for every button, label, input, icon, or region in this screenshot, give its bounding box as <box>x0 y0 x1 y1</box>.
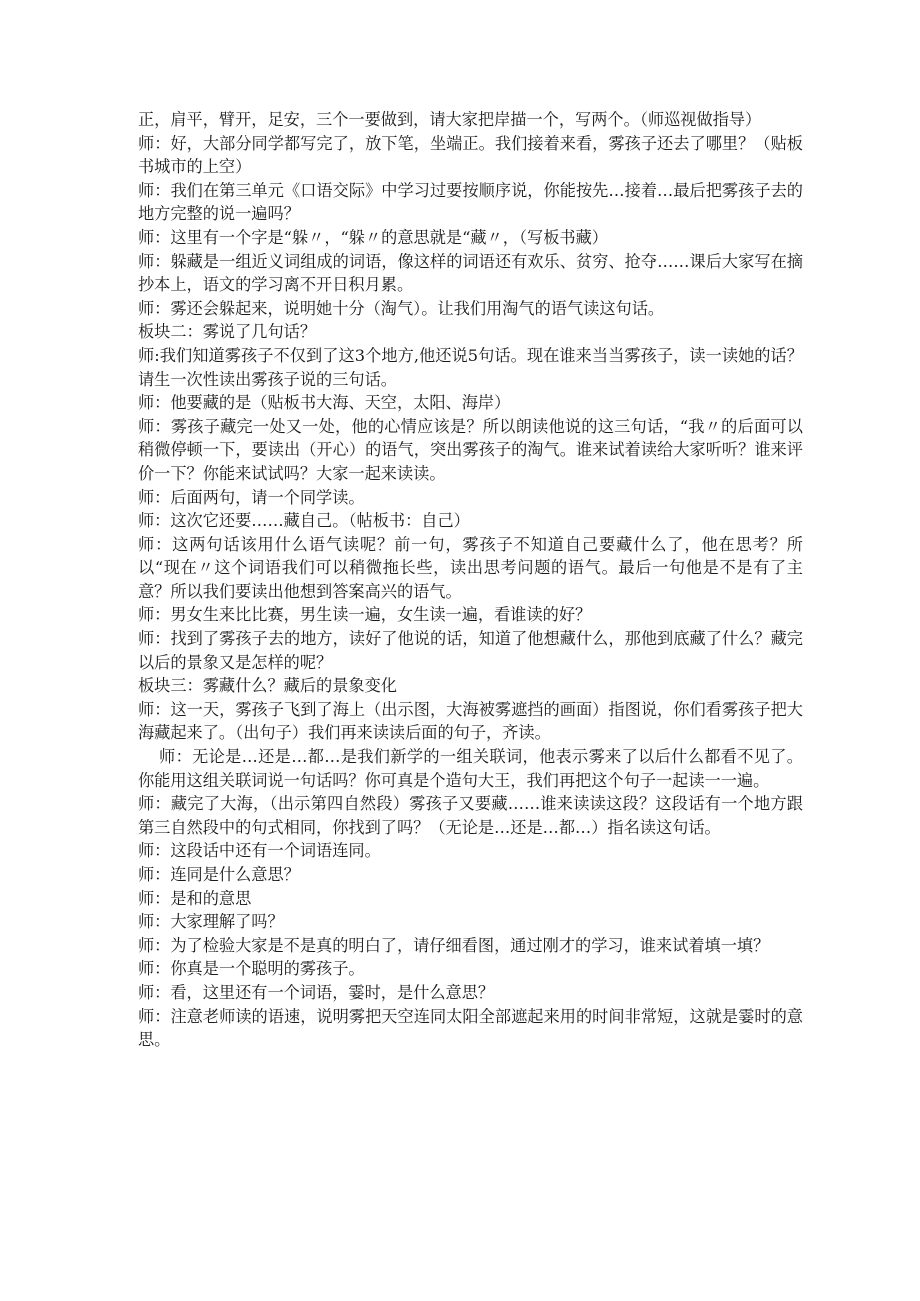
paragraph: 师：他要藏的是（贴板书大海、天空，太阳、海岸） <box>138 393 511 413</box>
paragraph: 师：雾还会躲起来，说明她十分（淘气）。让我们用淘气的语气读这句话。 <box>138 298 665 318</box>
paragraph: 师：你真是一个聪明的雾孩子。 <box>138 959 365 979</box>
paragraph: 师：看，这里还有一个词语，霎时，是什么意思？ <box>138 982 495 1002</box>
paragraph: 师：是和的意思 <box>138 888 252 908</box>
paragraph: 师：为了检验大家是不是真的明白了，请仔细看图，通过刚才的学习，谁来试着填一填？ <box>138 935 770 955</box>
paragraph: 正，肩平，臂开，足安，三个一要做到，请大家把岸描一个，写两个。（师巡视做指导） <box>138 110 762 129</box>
paragraph: 师：这段话中还有一个词语连同。 <box>138 841 381 861</box>
paragraph: 师：大家理解了吗？ <box>138 912 284 932</box>
paragraph: 师：这一天，雾孩子飞到了海上（出示图，大海被雾遮挡的画面）指图说，你们看雾孩子把大海藏起来了。（出句子）我们再来读读后面的句子，齐读。 <box>138 699 803 743</box>
paragraph: 师：后面两句，请一个同学读。 <box>138 487 365 507</box>
paragraph: 师：这次它还要……藏自己。（帖板书：自己） <box>138 511 470 531</box>
paragraph: 师：躲藏是一组近义词组成的词语，像这样的词语还有欢乐、贫穷、抢夺……课后大家写在摘抄本上，语文的学习离不开日积月累。 <box>138 251 803 295</box>
paragraph: 师：注意老师读的语速，说明雾把天空连同太阳全部遮起来用的时间非常短，这就是霎时的意思。 <box>138 1006 803 1050</box>
section-heading: 板块三：雾藏什么？藏后的景象变化 <box>138 676 397 696</box>
paragraph: 师：无论是…还是…都…是我们新学的一组关联词，他表示雾来了以后什么都看不见了。你能用这组关联词说一句话吗？你可真是个造句大王，我们再把这个句子一起读一一遍。 <box>138 747 803 790</box>
paragraph: 师：连同是什么意思？ <box>138 865 300 884</box>
paragraph: 师：这两句话该用什么语气读呢？前一句，雾孩子不知道自己要藏什么了，他在思考？所以“现在〃这个词语我们可以稍微拖长些，读出思考问题的语气。最后一句他是不是有了主意？所以我们要读出他想到答案高兴的语气。 <box>138 534 803 601</box>
paragraph: 师：男女生来比比赛，男生读一遍，女生读一遍，看谁读的好？ <box>138 605 592 625</box>
paragraph: 师：雾孩子藏完一处又一处，他的心情应该是？所以朗读他说的这三句话，“我〃的后面可以稍微停顿一下，要读出（开心）的语气，突出雾孩子的淘气。谁来试着读给大家听听？谁来评价一下？你能来试试吗？大家一起来读读。 <box>138 416 803 483</box>
paragraph: 师：藏完了大海，（出示第四自然段）雾孩子又要藏……谁来读读这段？这段话有一个地方跟第三自然段中的句式相同，你找到了吗？（无论是…还是…都…）指名读这句话。 <box>138 794 803 837</box>
paragraph: 师：好，大部分同学都写完了，放下笔，坐端正。我们接着来看，雾孩子还去了哪里？（贴板书城市的上空） <box>138 133 803 177</box>
paragraph: 师：这里有一个字是“躲〃，“躲〃的意思就是“藏〃，（写板书藏） <box>138 227 608 247</box>
paragraph: 师：我们在第三单元《口语交际》中学习过要按顺序说，你能按先…接着…最后把雾孩子去的地方完整的说一遍吗？ <box>138 180 803 224</box>
section-heading: 板块二：雾说了几句话？ <box>138 322 317 342</box>
paragraph: 师：找到了雾孩子去的地方，读好了他说的话，知道了他想藏什么，那他到底藏了什么？藏完以后的景象又是怎样的呢？ <box>138 629 803 672</box>
document-page <box>138 108 803 1052</box>
paragraph: 师:我们知道雾孩子不仅到了这3个地方,他还说5句话。现在谁来当当雾孩子，读一读她的话？请生一次性读出雾孩子说的三句话。 <box>138 345 803 389</box>
